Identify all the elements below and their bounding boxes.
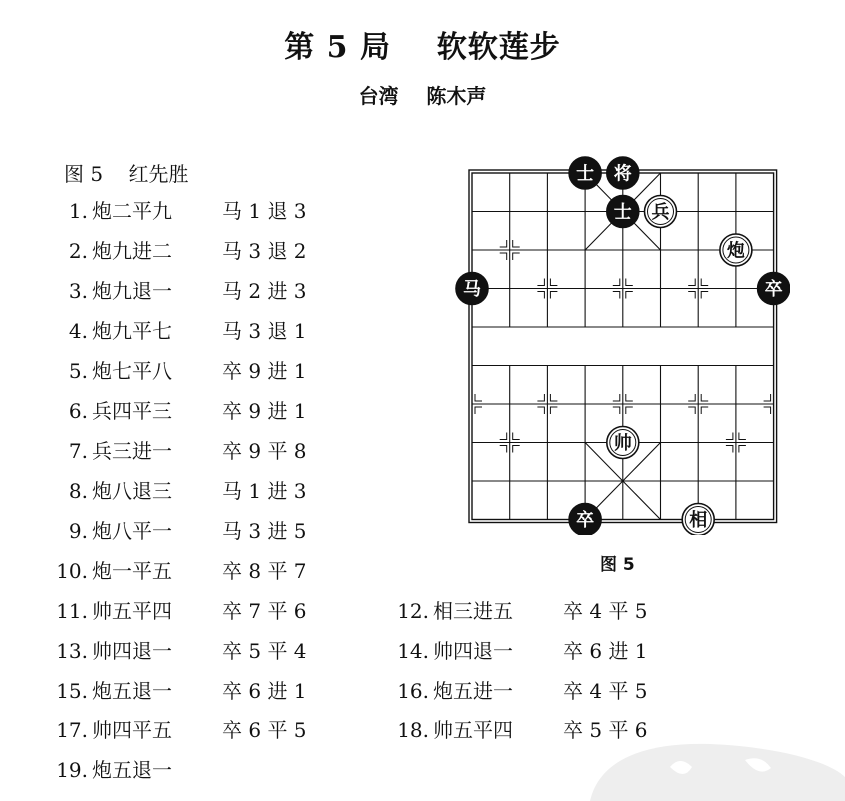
piece-label: 卒 — [576, 510, 595, 531]
black-move: 马 3 退 2 — [222, 239, 307, 263]
diagram-caption: 图 5 红先胜 — [64, 162, 189, 186]
red-move: 炮二平九 — [92, 199, 172, 223]
red-move: 帅五平四 — [433, 718, 513, 742]
red-move: 炮八平一 — [92, 519, 172, 543]
watermark-logo — [560, 722, 845, 801]
position-marker — [550, 279, 557, 286]
black-move: 卒 9 进 1 — [222, 359, 307, 383]
position-marker — [701, 407, 708, 414]
move-row — [44, 437, 307, 465]
red-move: 兵四平三 — [92, 399, 172, 423]
position-marker — [739, 446, 746, 453]
black-move: 马 3 进 5 — [222, 519, 307, 543]
move-number: 13. — [56, 639, 88, 663]
piece-label: 士 — [613, 202, 632, 223]
move-number: 14. — [397, 639, 429, 663]
position-marker — [701, 279, 708, 286]
move-row — [44, 477, 307, 505]
position-marker — [550, 394, 557, 401]
red-move: 帅四退一 — [433, 639, 513, 663]
position-marker — [688, 394, 695, 401]
black-move: 卒 8 平 7 — [222, 559, 307, 583]
move-number: 15. — [56, 679, 88, 703]
red-move: 帅四退一 — [92, 639, 172, 663]
red-move: 炮九退一 — [92, 279, 172, 303]
red-move: 帅五平四 — [92, 599, 172, 623]
position-marker — [513, 433, 520, 440]
move-number: 18. — [397, 718, 429, 742]
move-number: 7. — [68, 439, 88, 463]
position-marker — [726, 433, 733, 440]
position-marker — [500, 433, 507, 440]
move-number: 17. — [56, 718, 88, 742]
red-move: 炮一平五 — [92, 559, 172, 583]
black-move: 卒 9 平 8 — [222, 439, 307, 463]
chess-board-diagram — [450, 150, 790, 535]
move-row — [385, 597, 648, 625]
move-row — [44, 277, 307, 305]
position-marker — [513, 240, 520, 247]
red-move: 炮五退一 — [92, 679, 172, 703]
piece-label: 炮 — [726, 240, 745, 262]
author-line: 台湾 陈木声 — [358, 84, 487, 108]
black-move: 卒 6 平 5 — [222, 718, 307, 742]
black-move: 卒 9 进 1 — [222, 399, 307, 423]
red-move: 炮五退一 — [92, 758, 172, 782]
position-marker — [537, 394, 544, 401]
move-number: 1. — [68, 199, 88, 223]
position-marker — [537, 292, 544, 299]
position-marker — [500, 446, 507, 453]
position-marker — [550, 407, 557, 414]
position-marker — [613, 292, 620, 299]
position-marker — [475, 407, 482, 414]
piece-label: 将 — [613, 163, 632, 185]
piece-label: 兵 — [651, 202, 670, 223]
red-move: 炮九平七 — [92, 319, 172, 343]
black-move: 马 1 进 3 — [222, 479, 307, 503]
move-number: 3. — [68, 279, 88, 303]
position-marker — [764, 407, 771, 414]
position-marker — [764, 394, 771, 401]
red-move: 炮七平八 — [92, 359, 172, 383]
move-number: 8. — [68, 479, 88, 503]
position-marker — [688, 292, 695, 299]
position-marker — [500, 253, 507, 260]
move-number: 19. — [56, 758, 88, 782]
black-move: 卒 6 进 1 — [563, 639, 648, 663]
move-row — [44, 397, 307, 425]
position-marker — [626, 407, 633, 414]
move-number: 4. — [68, 319, 88, 343]
move-row — [44, 597, 307, 625]
move-row — [44, 756, 222, 784]
move-row — [44, 716, 307, 744]
piece-label: 卒 — [764, 279, 783, 300]
position-marker — [475, 394, 482, 401]
piece-label: 帅 — [613, 433, 632, 454]
position-marker — [726, 446, 733, 453]
position-marker — [513, 446, 520, 453]
move-row — [385, 677, 648, 705]
position-marker — [500, 240, 507, 247]
page-title: 第 5 局 软软莲步 — [284, 30, 561, 65]
position-marker — [613, 279, 620, 286]
move-number: 2. — [68, 239, 88, 263]
position-marker — [550, 292, 557, 299]
move-number: 12. — [397, 599, 429, 623]
move-number: 10. — [56, 559, 88, 583]
move-row — [44, 317, 307, 345]
move-number: 5. — [68, 359, 88, 383]
move-row — [44, 357, 307, 385]
position-marker — [613, 394, 620, 401]
move-row — [44, 677, 307, 705]
position-marker — [626, 292, 633, 299]
black-move: 卒 6 进 1 — [222, 679, 307, 703]
black-move: 卒 4 平 5 — [563, 679, 648, 703]
position-marker — [537, 279, 544, 286]
position-marker — [701, 292, 708, 299]
red-move: 兵三进一 — [92, 439, 172, 463]
red-move: 炮九进二 — [92, 239, 172, 263]
black-move: 卒 5 平 4 — [222, 639, 307, 663]
black-move: 马 3 退 1 — [222, 319, 307, 343]
move-number: 9. — [68, 519, 88, 543]
move-number: 16. — [397, 679, 429, 703]
black-move: 马 2 进 3 — [222, 279, 307, 303]
figure-label: 图 5 — [600, 555, 635, 575]
position-marker — [626, 279, 633, 286]
move-row — [44, 237, 307, 265]
position-marker — [513, 253, 520, 260]
position-marker — [688, 407, 695, 414]
position-marker — [537, 407, 544, 414]
position-marker — [701, 394, 708, 401]
move-row — [44, 197, 307, 225]
black-move: 卒 4 平 5 — [563, 599, 648, 623]
piece-label: 马 — [463, 279, 481, 300]
move-row — [44, 637, 307, 665]
black-move: 马 1 退 3 — [222, 199, 307, 223]
red-move: 相三进五 — [433, 599, 513, 623]
piece-label: 士 — [576, 163, 595, 185]
red-move: 炮八退三 — [92, 479, 172, 503]
move-number: 6. — [68, 399, 88, 423]
black-move: 卒 5 平 6 — [563, 718, 648, 742]
piece-label: 相 — [689, 510, 708, 531]
move-row — [385, 637, 648, 665]
position-marker — [739, 433, 746, 440]
red-move: 帅四平五 — [92, 718, 172, 742]
red-move: 炮五进一 — [433, 679, 513, 703]
position-marker — [613, 407, 620, 414]
black-move: 卒 7 平 6 — [222, 599, 307, 623]
move-number: 11. — [56, 599, 88, 623]
move-row — [44, 517, 307, 545]
position-marker — [626, 394, 633, 401]
move-row — [44, 557, 307, 585]
position-marker — [688, 279, 695, 286]
